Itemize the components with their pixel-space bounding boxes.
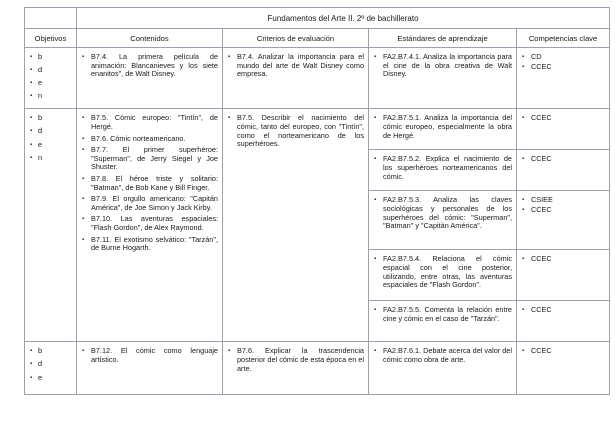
- competencias-cell: [517, 150, 610, 191]
- header-competencias: Competencias clave: [517, 29, 610, 48]
- criterio-cell: [223, 109, 369, 342]
- competencia-item: ▪ CD: [521, 53, 605, 62]
- contenido-item: ▪ B7.7. El primer superhéroe: "Superman", de Jerry Siegel y Joe Shuster.: [81, 146, 218, 172]
- table-row: [25, 48, 610, 109]
- contenido-item: ▪ B7.6. Cómic norteamericano.: [81, 135, 218, 144]
- objetivos-cell: [25, 342, 77, 395]
- estandar-cell: [369, 48, 517, 109]
- objetivos-cell: [25, 48, 77, 109]
- header-contenidos: Contenidos: [77, 29, 223, 48]
- estandar-cell: [369, 250, 517, 301]
- criterio-cell: [223, 48, 369, 109]
- estandar-cell: [369, 191, 517, 250]
- header-criterios: Criterios de evaluación: [223, 29, 369, 48]
- estandar-item: ▪ FA2.B7.5.3. Analiza las claves sociológicas y personales de los superhéroes del cómic: "Superman", "Batman" y "Capitán América".: [373, 196, 512, 230]
- contenido-item: ▪ B7.4. La primera película de animación: Blancanieves y los siete enanitos", de Walt Disney.: [81, 53, 218, 79]
- competencia-item: ▪ CCEC: [521, 206, 605, 215]
- objetivo-item: ▪ d: [29, 66, 72, 75]
- criterio-item: ▪ B7.4. Analizar la importancia para el mundo del arte de Walt Disney como empresa.: [227, 53, 364, 79]
- estandar-item: ▪ FA2.B7.5.2. Explica el nacimiento de los superhéroes norteamericanos del cómic.: [373, 155, 512, 181]
- table-row: [25, 109, 610, 150]
- competencias-cell: [517, 48, 610, 109]
- criterio-item: ▪ B7.6. Explicar la trascendencia posterior del cómic de esta época en el arte.: [227, 347, 364, 373]
- competencia-item: ▪ CCEC: [521, 306, 605, 315]
- table-row: [25, 342, 610, 395]
- competencias-cell: [517, 250, 610, 301]
- estandar-item: ▪ FA2.B7.6.1. Debate acerca del valor del cómic como obra de arte.: [373, 347, 512, 364]
- competencia-item: ▪ CCEC: [521, 155, 605, 164]
- competencia-item: ▪ CCEC: [521, 255, 605, 264]
- objetivos-cell: [25, 109, 77, 342]
- objetivo-item: ▪ b: [29, 53, 72, 62]
- competencias-cell: [517, 109, 610, 150]
- competencia-item: ▪ CSIEE: [521, 196, 605, 205]
- competencias-cell: [517, 342, 610, 395]
- estandar-cell: [369, 301, 517, 342]
- estandar-cell: [369, 109, 517, 150]
- estandar-item: ▪ FA2.B7.5.1. Analiza la importancia del cómic europeo, especialmente la obra de Hergé.: [373, 114, 512, 140]
- contenidos-cell: [77, 48, 223, 109]
- objetivo-item: ▪ e: [29, 374, 72, 383]
- competencia-item: ▪ CCEC: [521, 114, 605, 123]
- contenido-item: ▪ B7.9. El orgullo americano: "Capitán América", de Joe Simon y Jack Kirby.: [81, 195, 218, 212]
- contenido-item: ▪ B7.10. Las aventuras espaciales: "Flash Gordon", de Alex Raymond.: [81, 215, 218, 232]
- estandar-cell: [369, 150, 517, 191]
- objetivo-item: ▪ d: [29, 127, 72, 136]
- corner-cell: [25, 8, 77, 29]
- objetivo-item: ▪ n: [29, 154, 72, 163]
- objetivo-item: ▪ b: [29, 347, 72, 356]
- objetivo-item: ▪ e: [29, 141, 72, 150]
- estandar-cell: [369, 342, 517, 395]
- objetivo-item: ▪ n: [29, 92, 72, 101]
- criterio-cell: [223, 342, 369, 395]
- objetivo-item: ▪ d: [29, 360, 72, 369]
- competencia-item: ▪ CCEC: [521, 63, 605, 72]
- estandar-item: ▪ FA2.B7.5.4. Relaciona el cómic espacial con el cine posterior, utilizando, entre otras, las aventuras espaciales de "Flash Gordon".: [373, 255, 512, 289]
- table-title: Fundamentos del Arte II. 2º de bachillerato: [77, 8, 610, 29]
- objetivo-item: ▪ b: [29, 114, 72, 123]
- header-objetivos: Objetivos: [25, 29, 77, 48]
- competencias-cell: [517, 191, 610, 250]
- estandar-item: ▪ FA2.B7.5.5. Comenta la relación entre cine y cómic en el caso de "Tarzán".: [373, 306, 512, 323]
- contenido-item: ▪ B7.12. El cómic como lenguaje artístico.: [81, 347, 218, 364]
- competencia-item: ▪ CCEC: [521, 347, 605, 356]
- contenido-item: ▪ B7.8. El héroe triste y solitario: "Batman", de Bob Kane y Bill Finger.: [81, 175, 218, 192]
- contenido-item: ▪ B7.5. Cómic europeo: "Tintín", de Hergé.: [81, 114, 218, 131]
- objetivo-item: ▪ e: [29, 79, 72, 88]
- contenido-item: ▪ B7.11. El exotismo selvático: "Tarzán", de Burne Hogarth.: [81, 236, 218, 253]
- criterio-item: ▪ B7.5. Describir el nacimiento del cómic, tanto del europeo, con "Tintín", como el norteamericano de los superhéroes.: [227, 114, 364, 148]
- competencias-cell: [517, 301, 610, 342]
- estandar-item: ▪ FA2.B7.4.1. Analiza la importancia para el cine de la obra creativa de Walt Disney.: [373, 53, 512, 79]
- header-estandares: Estándares de aprendizaje: [369, 29, 517, 48]
- contenidos-cell: [77, 342, 223, 395]
- contenidos-cell: [77, 109, 223, 342]
- curriculum-table: [24, 7, 610, 395]
